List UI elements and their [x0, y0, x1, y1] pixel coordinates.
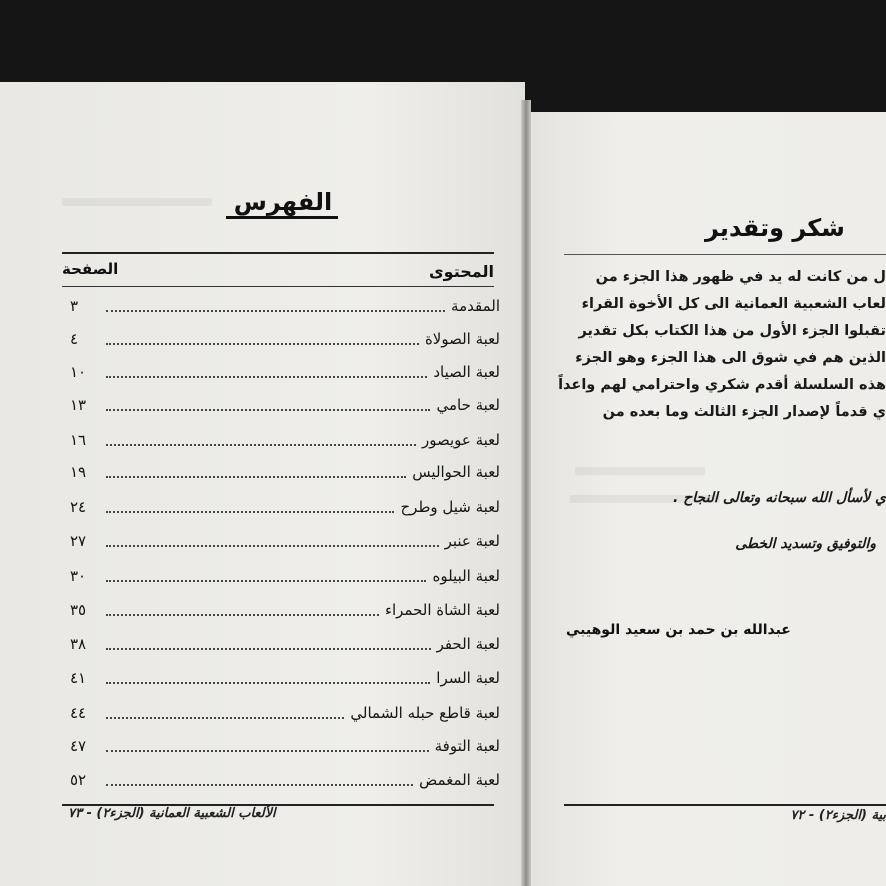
- thanks-line: الذين هم في شوق الى هذا الجزء وهو الجزء: [575, 350, 886, 366]
- index-leader-dots: [106, 476, 406, 478]
- index-row: [60, 668, 500, 698]
- index-leader-dots: [106, 750, 429, 752]
- thanks-line: لعاب الشعبية العمانية الى كل الأخوة القراء: [581, 296, 886, 312]
- right-footer: بية (الجزء٢) - ٧٢: [790, 808, 886, 823]
- index-entry-page: ١٩: [70, 463, 87, 481]
- index-row: [60, 566, 500, 596]
- index-entry-label: لعبة البيلوه: [432, 567, 500, 585]
- index-entry-page: ٢٤: [70, 498, 87, 516]
- index-entry-label: لعبة التوفة: [434, 737, 500, 755]
- index-leader-dots: [106, 310, 445, 312]
- index-entry-label: لعبة الحفر: [436, 635, 500, 653]
- index-leader-dots: [106, 511, 394, 513]
- right-footer-wrap: [560, 0, 886, 886]
- index-entry-page: ٣: [70, 297, 79, 315]
- header-content: المحتوى: [429, 262, 494, 281]
- index-leader-dots: [106, 376, 427, 378]
- thanks-title: شكر وتقدير: [705, 214, 845, 242]
- title-underline: [226, 216, 338, 219]
- index-leader-dots: [106, 545, 439, 547]
- index-entry-label: لعبة حامي: [436, 396, 500, 414]
- thanks-line: ي قدماً لإصدار الجزء الثالث وما بعده من: [602, 404, 886, 420]
- index-entry-label: المقدمة: [451, 297, 500, 315]
- index-entry-page: ١٦: [70, 431, 87, 449]
- index-row: [60, 329, 500, 359]
- index-entry-page: ٣٠: [70, 567, 87, 585]
- index-entry-page: ١٠: [70, 363, 87, 381]
- index-row: [60, 770, 500, 800]
- index-leader-dots: [106, 580, 426, 582]
- left-footer: الألعاب الشعبية العمانية (الجزء٢) - ٧٣: [68, 806, 276, 821]
- index-entry-page: ١٣: [70, 396, 87, 414]
- index-row: [60, 497, 500, 527]
- book-gutter: [521, 100, 531, 886]
- thanks-line: ل من كانت له يد في ظهور هذا الجزء من: [595, 269, 886, 285]
- index-entry-page: ٤٤: [70, 704, 87, 722]
- index-entry-label: لعبة الصولاة: [424, 330, 500, 348]
- index-entry-label: لعبة الشاة الحمراء: [384, 601, 500, 619]
- index-leader-dots: [106, 717, 344, 719]
- index-row: [60, 736, 500, 766]
- index-entry-label: لعبة عنبر: [444, 532, 500, 550]
- index-row: [60, 531, 500, 561]
- index-leader-dots: [106, 444, 416, 446]
- index-row: [60, 462, 500, 492]
- index-row: [60, 600, 500, 630]
- index-entry-label: لعبة قاطع حبله الشمالي: [350, 704, 500, 722]
- index-entry-label: لعبة السرا: [436, 669, 500, 687]
- thanks-line: هذه السلسلة أقدم شكري واحترامي لهم واعداً: [558, 377, 886, 393]
- thanks-line: تقبلوا الجزء الأول من هذا الكتاب بكل تقدير: [578, 323, 886, 339]
- index-entry-page: ٥٢: [70, 771, 87, 789]
- index-entry-page: ٤٧: [70, 737, 87, 755]
- index-row: [60, 296, 500, 326]
- index-entry-label: لعبة الحواليس: [412, 463, 500, 481]
- index-entry-label: لعبة الصياد: [433, 363, 500, 381]
- index-row: [60, 703, 500, 733]
- index-row: [60, 430, 500, 460]
- index-entry-page: ٣٨: [70, 635, 87, 653]
- index-leader-dots: [106, 784, 413, 786]
- index-leader-dots: [106, 614, 379, 616]
- header-page: الصفحة: [62, 260, 119, 278]
- index-row: [60, 395, 500, 425]
- show-through: [62, 198, 212, 206]
- index-entry-label: لعبة عويصور: [421, 431, 500, 449]
- index-leader-dots: [106, 682, 430, 684]
- index-leader-dots: [106, 343, 419, 345]
- index-title: الفهرس: [233, 188, 333, 216]
- index-entry-page: ٤١: [70, 669, 87, 687]
- index-row: [60, 634, 500, 664]
- index-entry-label: لعبة شيل وطرح: [400, 498, 500, 516]
- index-top-rule: [62, 252, 494, 254]
- index-entry-label: لعبة المغمض: [419, 771, 500, 789]
- index-entry-page: ٢٧: [70, 532, 87, 550]
- index-entry-page: ٣٥: [70, 601, 87, 619]
- prayer-line-2: والتوفيق وتسديد الخطى: [735, 536, 876, 552]
- index-header-rule: [62, 286, 494, 287]
- signature: عبدالله بن حمد بن سعيد الوهيبي: [566, 622, 791, 638]
- index-row: [60, 362, 500, 392]
- prayer-line-1: ي لأسأل الله سبحانه وتعالى النجاح .: [673, 490, 886, 506]
- index-entry-page: ٤: [70, 330, 79, 348]
- index-leader-dots: [106, 409, 430, 411]
- index-leader-dots: [106, 648, 431, 650]
